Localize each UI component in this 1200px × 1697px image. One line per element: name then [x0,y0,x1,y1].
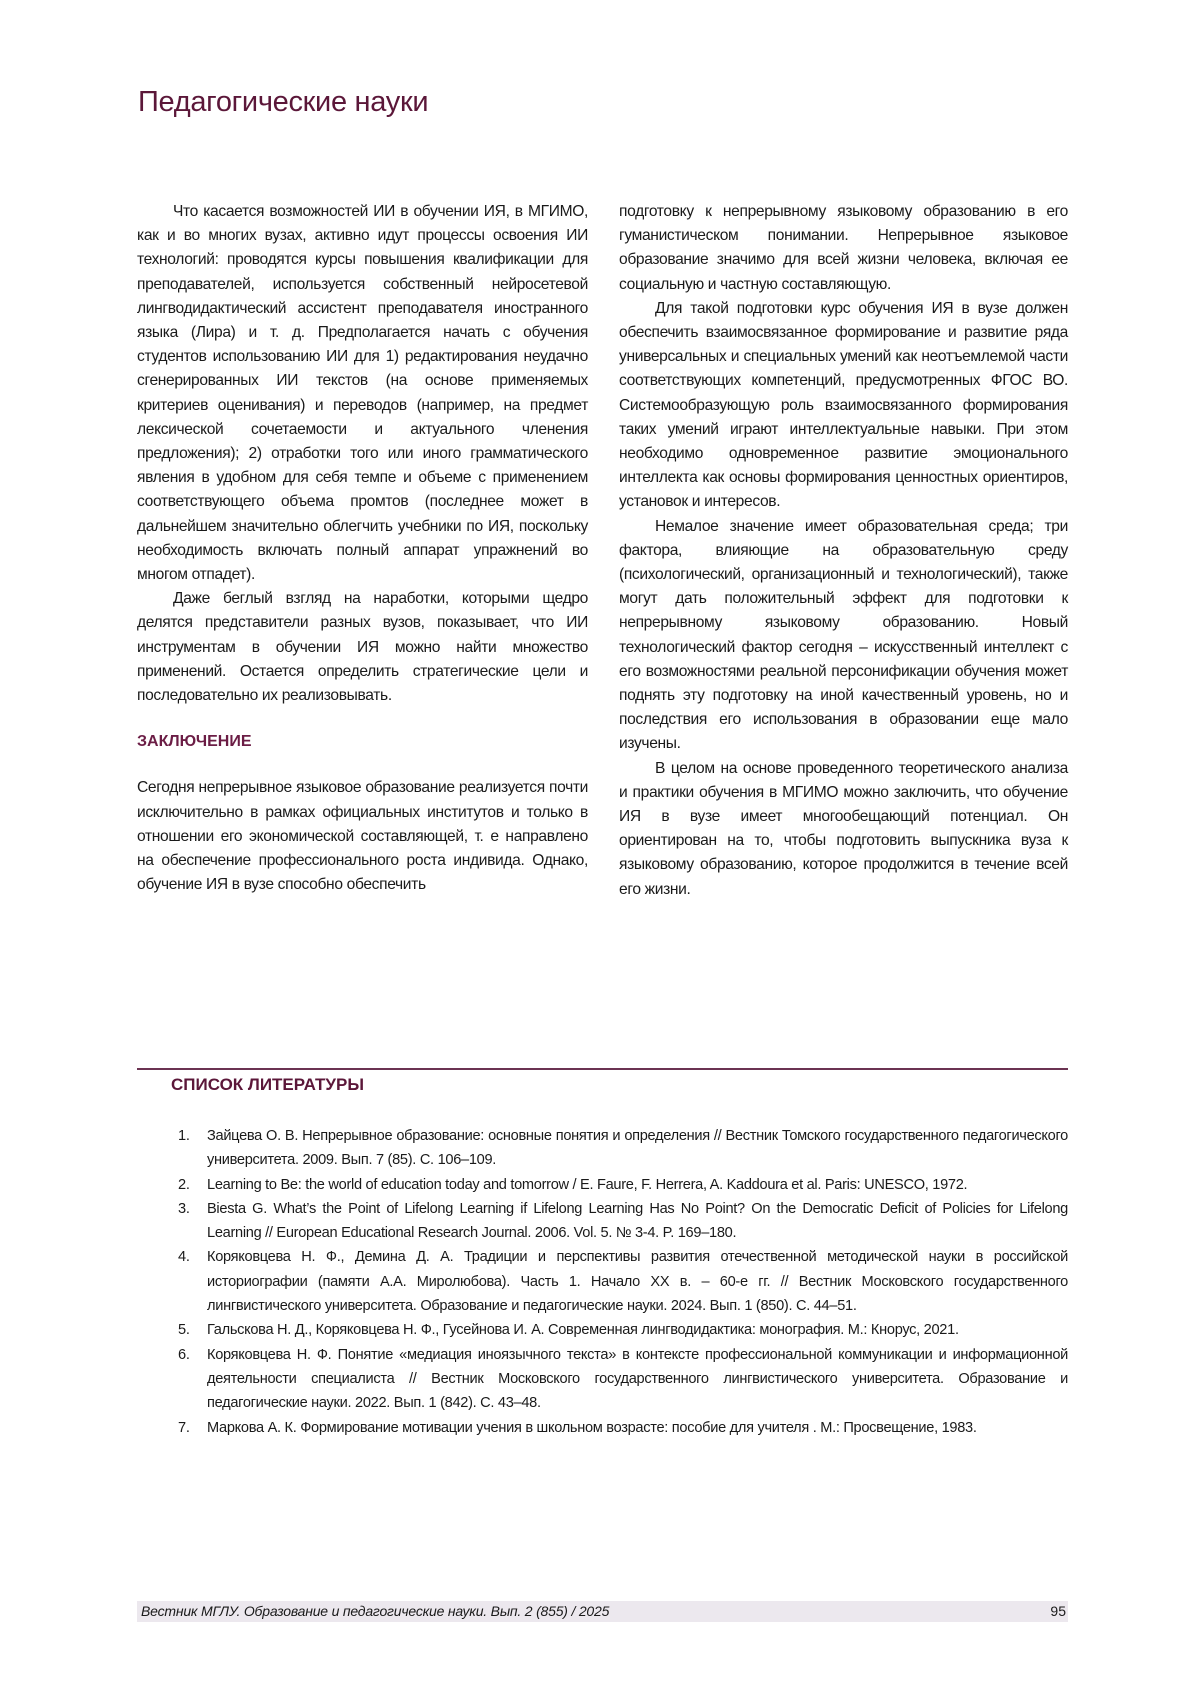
references-title: СПИСОК ЛИТЕРАТУРЫ [171,1075,364,1095]
references-divider [137,1068,1068,1070]
body-paragraph: Что касается возможностей ИИ в обучении ИЯ, в МГИМО, как и во многих вузах, активно идут процессы освоения ИИ технологий: проводятся курсы повышения квалификации для преподавателей, используется собственный нейросетевой лингводидактический ассистент преподавателя иностранного языка (Лира) и т. д. Предполагается начать с обучения студентов использованию ИИ для 1) редактирования неудачно сгенерированных ИИ текстов (на основе применяемых критериев оценивания) и переводов (например, на предмет лексической сочетаемости и актуального членения предложения); 2) отработки того или иного грамматического явления в удобном для себя темпе и объеме с применением соответствующего объема промтов (последнее может в дальнейшем значительно облегчить учебники по ИЯ, поскольку необходимость включать полный аппарат упражнений во многом отпадет). [137,200,588,587]
reference-item [178,1318,1068,1342]
body-paragraph: подготовку к непрерывному языковому образованию в его гуманистическом понимании. Непрерывное языковое образование значимо для всей жизни человека, включая ее социальную и частную составляющую. [619,200,1068,297]
journal-name: Вестник МГЛУ. Образование и педагогические науки. Вып. 2 (855) / 2025 [141,1601,609,1622]
body-paragraph: Сегодня непрерывное языковое образование реализуется почти исключительно в рамках официальных институтов и только в отношении его экономической составляющей, т. е направлено на обеспечение профессионального роста индивида. Однако, обучение ИЯ в вузе способно обеспечить [137,776,588,897]
reference-text: Biesta G. What’s the Point of Lifelong Learning if Lifelong Learning Has No Point? On the Democratic Deficit of Policies for Lifelong Learning // European Educational Research Journal. 2006. Vol. 5. № 3-4. P. 169–180. [207,1201,1068,1241]
reference-number: 4. [178,1245,190,1269]
body-paragraph: В целом на основе проведенного теоретического анализа и практики обучения в МГИМО можно заключить, что обучение ИЯ в вузе имеет многообещающий потенциал. Он ориентирован на то, чтобы подготовить выпускника вуза к языковому образованию, которое продолжится в течение всей его жизни. [619,757,1068,902]
reference-text: Коряковцева Н. Ф. Понятие «медиация иноязычного текста» в контексте профессиональной коммуникации и информационной деятельности специалиста // Вестник Московского государственного лингвистического университета. Образование и педагогические науки. 2022. Вып. 1 (842). С. 43–48. [207,1347,1068,1412]
section-title: Педагогические науки [138,86,428,119]
reference-text: Гальскова Н. Д., Коряковцева Н. Ф., Гусейнова И. А. Современная лингводидактика: монография. М.: Кнорус, 2021. [207,1322,959,1338]
reference-item [178,1343,1068,1416]
reference-item [178,1416,1068,1440]
reference-text: Маркова А. К. Формирование мотивации учения в школьном возрасте: пособие для учителя . М.: Просвещение, 1983. [207,1420,977,1436]
page-footer [137,1601,1068,1622]
reference-item [178,1197,1068,1246]
reference-number: 2. [178,1173,190,1197]
reference-text: Коряковцева Н. Ф., Демина Д. А. Традиции и перспективы развития отечественной методической науки в российской историографии (памяти А.А. Миролюбова). Часть 1. Начало XX в. – 60-е гг. // Вестник Московского государственного лингвистического университета. Образование и педагогические науки. 2024. Вып. 1 (850). С. 44–51. [207,1249,1068,1314]
body-paragraph: Даже беглый взгляд на наработки, которыми щедро делятся представители разных вузов, показывает, что ИИ инструментам в обучении ИЯ можно найти множество применений. Остается определить стратегические цели и последовательно их реализовывать. [137,587,588,708]
reference-number: 7. [178,1416,190,1440]
reference-number: 1. [178,1124,190,1148]
reference-item [178,1173,1068,1197]
page-number: 95 [1050,1601,1066,1622]
right-column [619,200,1068,902]
conclusion-heading: ЗАКЛЮЧЕНИЕ [137,730,588,754]
reference-number: 3. [178,1197,190,1221]
reference-text: Learning to Be: the world of education today and tomorrow / E. Faure, F. Herrera, A. Kaddoura et al. Paris: UNESCO, 1972. [207,1177,967,1193]
body-paragraph: Для такой подготовки курс обучения ИЯ в вузе должен обеспечить взаимосвязанное формирование и развитие ряда универсальных и специальных умений как неотъемлемой части соответствующих компетенций, предусмотренных ФГОС ВО. Системообразующую роль взаимосвязанного формирования таких умений играют интеллектуальные навыки. При этом необходимо одновременное развитие эмоционального интеллекта как основы формирования ценностных ориентиров, установок и интересов. [619,297,1068,515]
left-column [137,200,588,897]
references-list [178,1124,1068,1440]
reference-number: 5. [178,1318,190,1342]
reference-number: 6. [178,1343,190,1367]
reference-text: Зайцева О. В. Непрерывное образование: основные понятия и определения // Вестник Томского государственного педагогического университета. 2009. Вып. 7 (85). С. 106–109. [207,1128,1068,1168]
reference-item [178,1245,1068,1318]
reference-item [178,1124,1068,1173]
body-paragraph: Немалое значение имеет образовательная среда; три фактора, влияющие на образовательную среду (психологический, организационный и технологический), также могут дать положительный эффект для подготовки к непрерывному языковому образованию. Новый технологический фактор сегодня – искусственный интеллект с его возможностями реальной персонификации обучения может поднять эту подготовку на иной качественный уровень, но и последствия его использования в образовании еще мало изучены. [619,515,1068,757]
